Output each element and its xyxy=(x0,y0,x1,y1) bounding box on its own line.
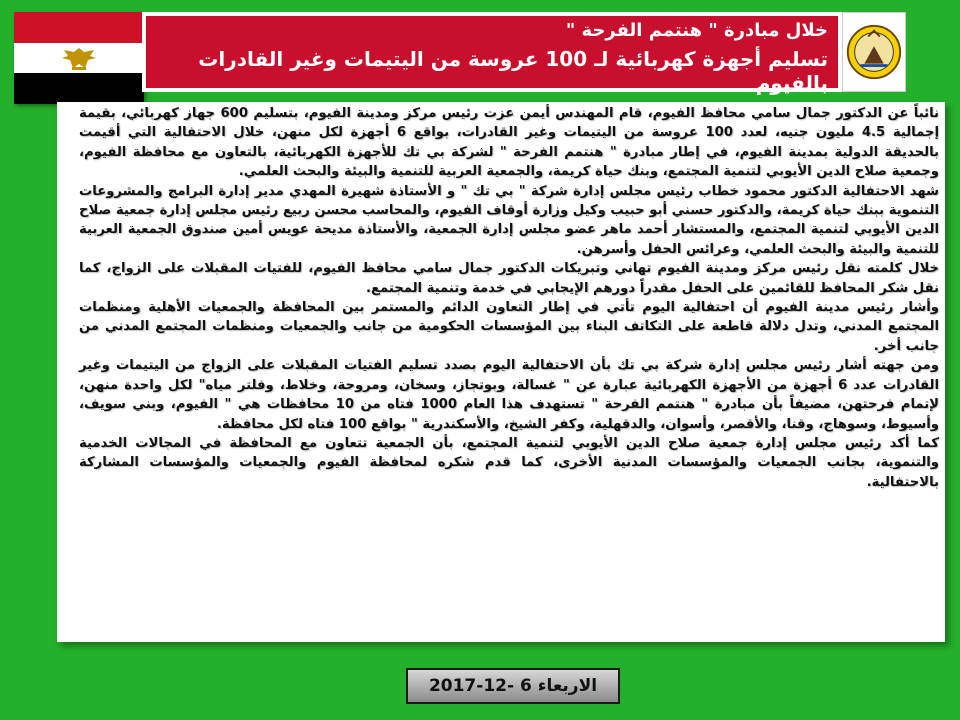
article-paragraph: ومن جهته أشار رئيس مجلس إدارة شركة بي تك بأن الاحتفالية اليوم بصدد تسليم الفتيات المقبلات على الزواج من اليتيمات وغير القادرات عدد 6 أجهزة من الأجهزة الكهربائية عبارة عن " غسالة، وبوتجاز، وسخان، ومروحة، وخلاط، وفلتر مياه" لكل واحدة منهن، لإتمام فرحتهن، مضيفاً بأن مبادرة " هنتمم الفرحة " تستهدف هذا العام 1000 فتاه من 10 محافظات هي " الفيوم، وبني سويف، وأسيوط، وسوهاج، وقنا، والأقصر، وأسوان، والدقهلية، وكفر الشيخ، والأسكندرية " بواقع 100 فتاه لكل محافظة. xyxy=(79,358,940,432)
headline-line-1: خلال مبادرة " هنتمم الفرحة " xyxy=(565,20,828,41)
flag-black-stripe xyxy=(14,73,144,104)
article-paragraph: شهد الاحتفالية الدكتور محمود خطاب رئيس مجلس إدارة شركة " بي تك " و الأستاذة شهيرة المهدي مدير إدارة البرامج والمشروعات التنموية ببنك حياة كريمة، والدكتور حسني أبو حبيب وكيل وزارة أوقاف الفيوم، والمحاسب محسن ربيع رئيس مجلس إدارة جمعية صلاح الدين الأيوبي لتنمية المجتمع، والمستشار أحمد ماهر عضو مجلس إدارة الجمعية، والأستاذة مديحة عويس أمين صندوق الجمعية العربية للتنمية والبيئة والبحث العلمي، وعرائس الحفل وأسرهن. xyxy=(79,183,939,257)
article-sheet xyxy=(57,102,945,642)
flag-red-stripe xyxy=(14,12,144,43)
headline-banner xyxy=(142,12,842,95)
egypt-flag-icon xyxy=(14,12,144,104)
governorate-logo-icon xyxy=(842,12,906,92)
article-paragraph: وأشار رئيس مدينة الفيوم أن احتفالية اليوم تأتي في إطار التعاون الدائم والمستمر بين المحافظة والجمعيات الأهلية ومنظمات المجتمع المدني، وتدل دلالة قاطعة على التكاتف البناء بين المؤسسات الحكومية من جانب والجمعيات ومنظمات المجتمع المدني من جانب أخر. xyxy=(79,300,939,354)
headline-line-2: تسليم أجهزة كهربائية لـ 100 عروسة من اليتيمات وغير القادرات بالفيوم xyxy=(198,47,828,95)
article-paragraph: خلال كلمته نقل رئيس مركز ومدينة الفيوم تهاني وتبريكات الدكتور جمال سامي محافظ الفيوم، للفتيات المقبلات على الزواج، كما نقل شكر المحافظ للقائمين على الحفل مقدراً دورهم الإيجابي في خدمة وتنمية المجتمع. xyxy=(79,261,939,296)
date-label: الاربعاء 6 -12-2017 xyxy=(406,668,620,704)
article-paragraph: نائباً عن الدكتور جمال سامي محافظ الفيوم، قام المهندس أيمن عزت رئيس مركز ومدينة الفيوم، بتسليم 600 جهاز كهربائي، بقيمة إجمالية 4.5 مليون جنيه، لعدد 100 عروسة من اليتيمات وغير القادرات، بواقع 6 أجهزة لكل منهن، خلال الاحتفالية التي أقيمت بالحديقة الدولية بمدينة الفيوم، في إطار مبادرة " هنتمم الفرحة " لشركة بي تك للأجهزة الكهربائية، بالتعاون مع محافظة الفيوم، وجمعية صلاح الدين الأيوبي لتنمية المجتمع، وبنك حياة كريمة، والجمعية العربية للتنمية والبيئة والبحث العلمي. xyxy=(79,106,939,180)
article-body xyxy=(79,104,939,492)
article-paragraph: كما أكد رئيس مجلس إدارة جمعية صلاح الدين الأيوبي لتنمية المجتمع، بأن الجمعية تتعاون مع المحافظة في المجالات الخدمية والتنموية، بجانب الجمعيات والمؤسسات المدنية الأخرى، كما قدم شكره لمحافظة الفيوم والجمعيات والمؤسسات المشاركة بالاحتفالية. xyxy=(79,435,939,490)
